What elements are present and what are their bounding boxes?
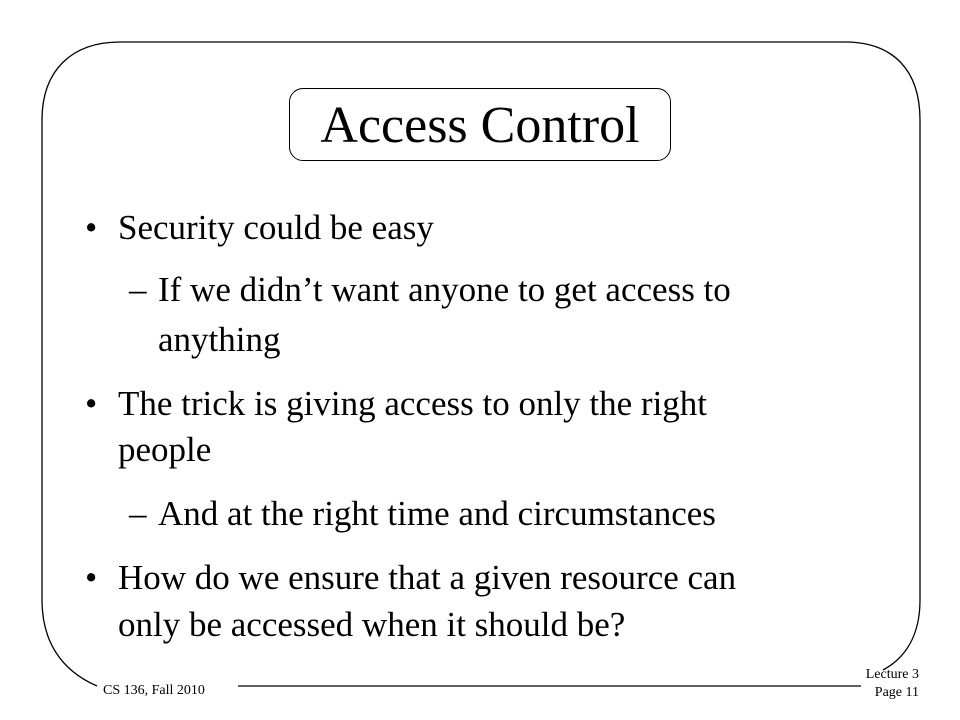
bullet-text: The trick is giving access to only the right [118,384,708,423]
footer-course: CS 136, Fall 2010 [103,683,205,698]
bullet-text: only be accessed when it should be? [118,605,626,644]
dash-marker: – [129,270,147,309]
bullet-item [85,382,708,425]
sub-item [129,268,731,311]
footer-page: Page 11 [874,685,919,700]
dash-marker: – [129,494,147,533]
sub-item-continuation [158,318,280,361]
footer-lecture: Lecture 3 [865,667,919,682]
bullet-marker: • [85,208,98,247]
sub-text-line: And at the right time and circumstances [158,494,716,533]
slide-title: Access Control [320,96,640,154]
bullet-item [85,206,434,249]
sub-text-line: anything [158,320,281,359]
sub-text-line: If we didn’t want anyone to get access to [158,270,731,309]
bullet-text: people [118,430,212,469]
bullet-item [85,556,737,599]
bullet-marker: • [85,384,98,423]
bullet-item-continuation [118,428,211,471]
sub-item [129,492,716,535]
bullet-marker: • [85,558,98,597]
bullet-item-continuation [118,603,625,646]
bullet-text: Security could be easy [118,208,434,247]
bullet-text: How do we ensure that a given resource can [118,558,737,597]
footer-page-info [866,666,919,702]
